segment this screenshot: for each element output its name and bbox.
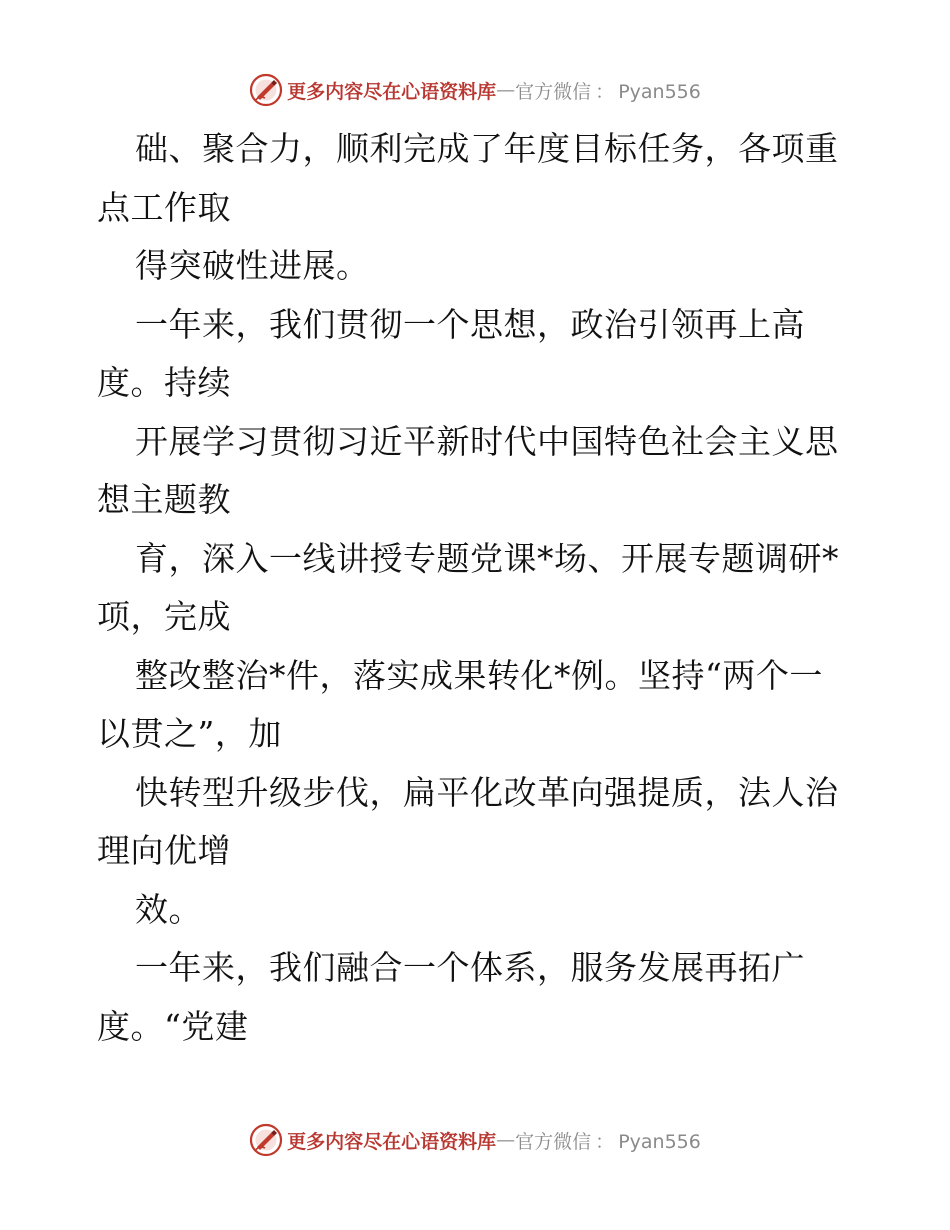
watermark-label: 官方微信	[515, 80, 592, 103]
writing-hand-logo-icon	[249, 73, 283, 107]
watermark-account: Pyan556	[618, 80, 701, 103]
watermark-wechat-label	[515, 1127, 701, 1154]
text-line: 理向优增	[97, 831, 231, 870]
text-line: 度。“党建	[97, 1006, 249, 1046]
writing-hand-logo-icon	[249, 1123, 283, 1157]
text-line: 效。	[135, 889, 202, 929]
text-line: 快转型升级步伐，扁平化改革向强提质，法人治	[135, 772, 839, 812]
text-line: 础、聚合力，顺利完成了年度目标任务，各项重	[135, 129, 839, 168]
watermark-separator: —	[496, 79, 516, 101]
text-line: 点工作取	[97, 187, 231, 227]
text-line: 度。持续	[97, 363, 231, 402]
footer-watermark	[0, 1122, 950, 1158]
watermark-colon: ：	[595, 1130, 615, 1153]
text-line: 开展学习贯彻习近平新时代中国特色社会主义思	[135, 421, 839, 461]
watermark-label: 官方微信	[515, 1130, 592, 1153]
document-body	[97, 120, 867, 1056]
text-line: 整改整治*件，落实成果转化*例。坚持“两个一	[135, 655, 823, 695]
watermark-wechat-label	[515, 77, 701, 104]
text-line: 项，完成	[97, 597, 231, 636]
text-line: 一年来，我们融合一个体系，服务发展再拓广	[135, 948, 805, 987]
watermark-separator: —	[496, 1129, 516, 1151]
watermark-title: 更多内容尽在心语资料库	[287, 80, 497, 103]
watermark-account: Pyan556	[618, 1130, 701, 1153]
text-line: 育，深入一线讲授专题党课*场、开展专题调研*	[135, 538, 839, 578]
text-line: 以贯之”，加	[97, 714, 282, 753]
watermark-colon: ：	[595, 80, 615, 103]
text-line: 一年来，我们贯彻一个思想，政治引领再上高	[135, 304, 805, 344]
watermark-title: 更多内容尽在心语资料库	[287, 1130, 497, 1153]
text-line: 想主题教	[97, 480, 231, 519]
text-line: 得突破性进展。	[135, 246, 370, 285]
header-watermark	[0, 72, 950, 108]
